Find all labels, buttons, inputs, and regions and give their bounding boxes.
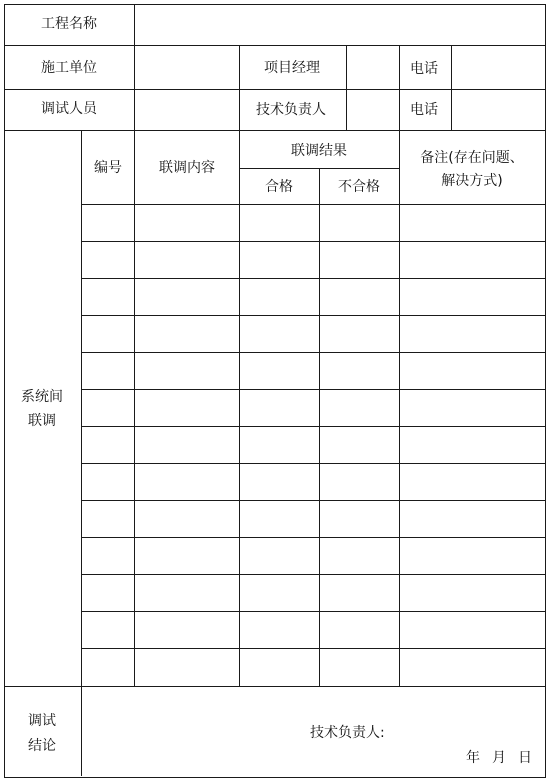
divider (4, 686, 546, 687)
table-row-divider (81, 611, 546, 612)
date-year: 年 (466, 750, 480, 766)
column-header-content: 联调内容 (159, 160, 215, 176)
column-header-number: 编号 (94, 160, 122, 176)
divider (319, 168, 320, 686)
table-row-divider (81, 500, 546, 501)
divider (134, 130, 135, 686)
table-row-divider (81, 463, 546, 464)
table-row-divider (81, 537, 546, 538)
signature-label: 技术负责人: (310, 725, 385, 741)
conclusion-label: 结论 (28, 738, 56, 754)
column-header-remarks: 备注(存在问题、 (420, 150, 524, 166)
divider (399, 130, 400, 686)
divider (239, 130, 240, 686)
column-header-pass: 合格 (265, 179, 293, 195)
table-row-divider (81, 648, 546, 649)
contractor-label: 施工单位 (41, 60, 97, 76)
conclusion-label: 调试 (28, 713, 56, 729)
divider (4, 130, 546, 131)
column-header-remarks: 解决方式) (441, 173, 503, 189)
form-border (4, 4, 546, 778)
table-row-divider (81, 278, 546, 279)
phone-label: 电话 (410, 61, 438, 77)
table-row-divider (81, 426, 546, 427)
column-header-result-group: 联调结果 (291, 143, 347, 159)
divider (4, 45, 546, 46)
table-row-divider (81, 352, 546, 353)
divider (239, 45, 240, 130)
phone-label: 电话 (410, 102, 438, 118)
date-day: 日 (518, 750, 532, 766)
table-row-divider (81, 574, 546, 575)
divider (346, 45, 347, 130)
divider (451, 45, 452, 130)
divider (399, 45, 400, 130)
divider (134, 4, 135, 130)
table-row-divider (81, 204, 546, 205)
table-row-divider (81, 315, 546, 316)
column-header-fail: 不合格 (338, 179, 380, 195)
divider (81, 130, 82, 776)
project-manager-label: 项目经理 (264, 60, 320, 76)
technical-lead-label: 技术负责人 (256, 102, 326, 118)
divider (4, 89, 546, 90)
date-month: 月 (492, 750, 506, 766)
table-row-divider (81, 389, 546, 390)
table-row-divider (81, 241, 546, 242)
joint-debugging-record-form (4, 4, 546, 778)
project-name-label: 工程名称 (41, 16, 97, 32)
section-label: 系统间 (21, 389, 63, 405)
tester-label: 调试人员 (41, 101, 97, 117)
section-label: 联调 (28, 413, 56, 429)
